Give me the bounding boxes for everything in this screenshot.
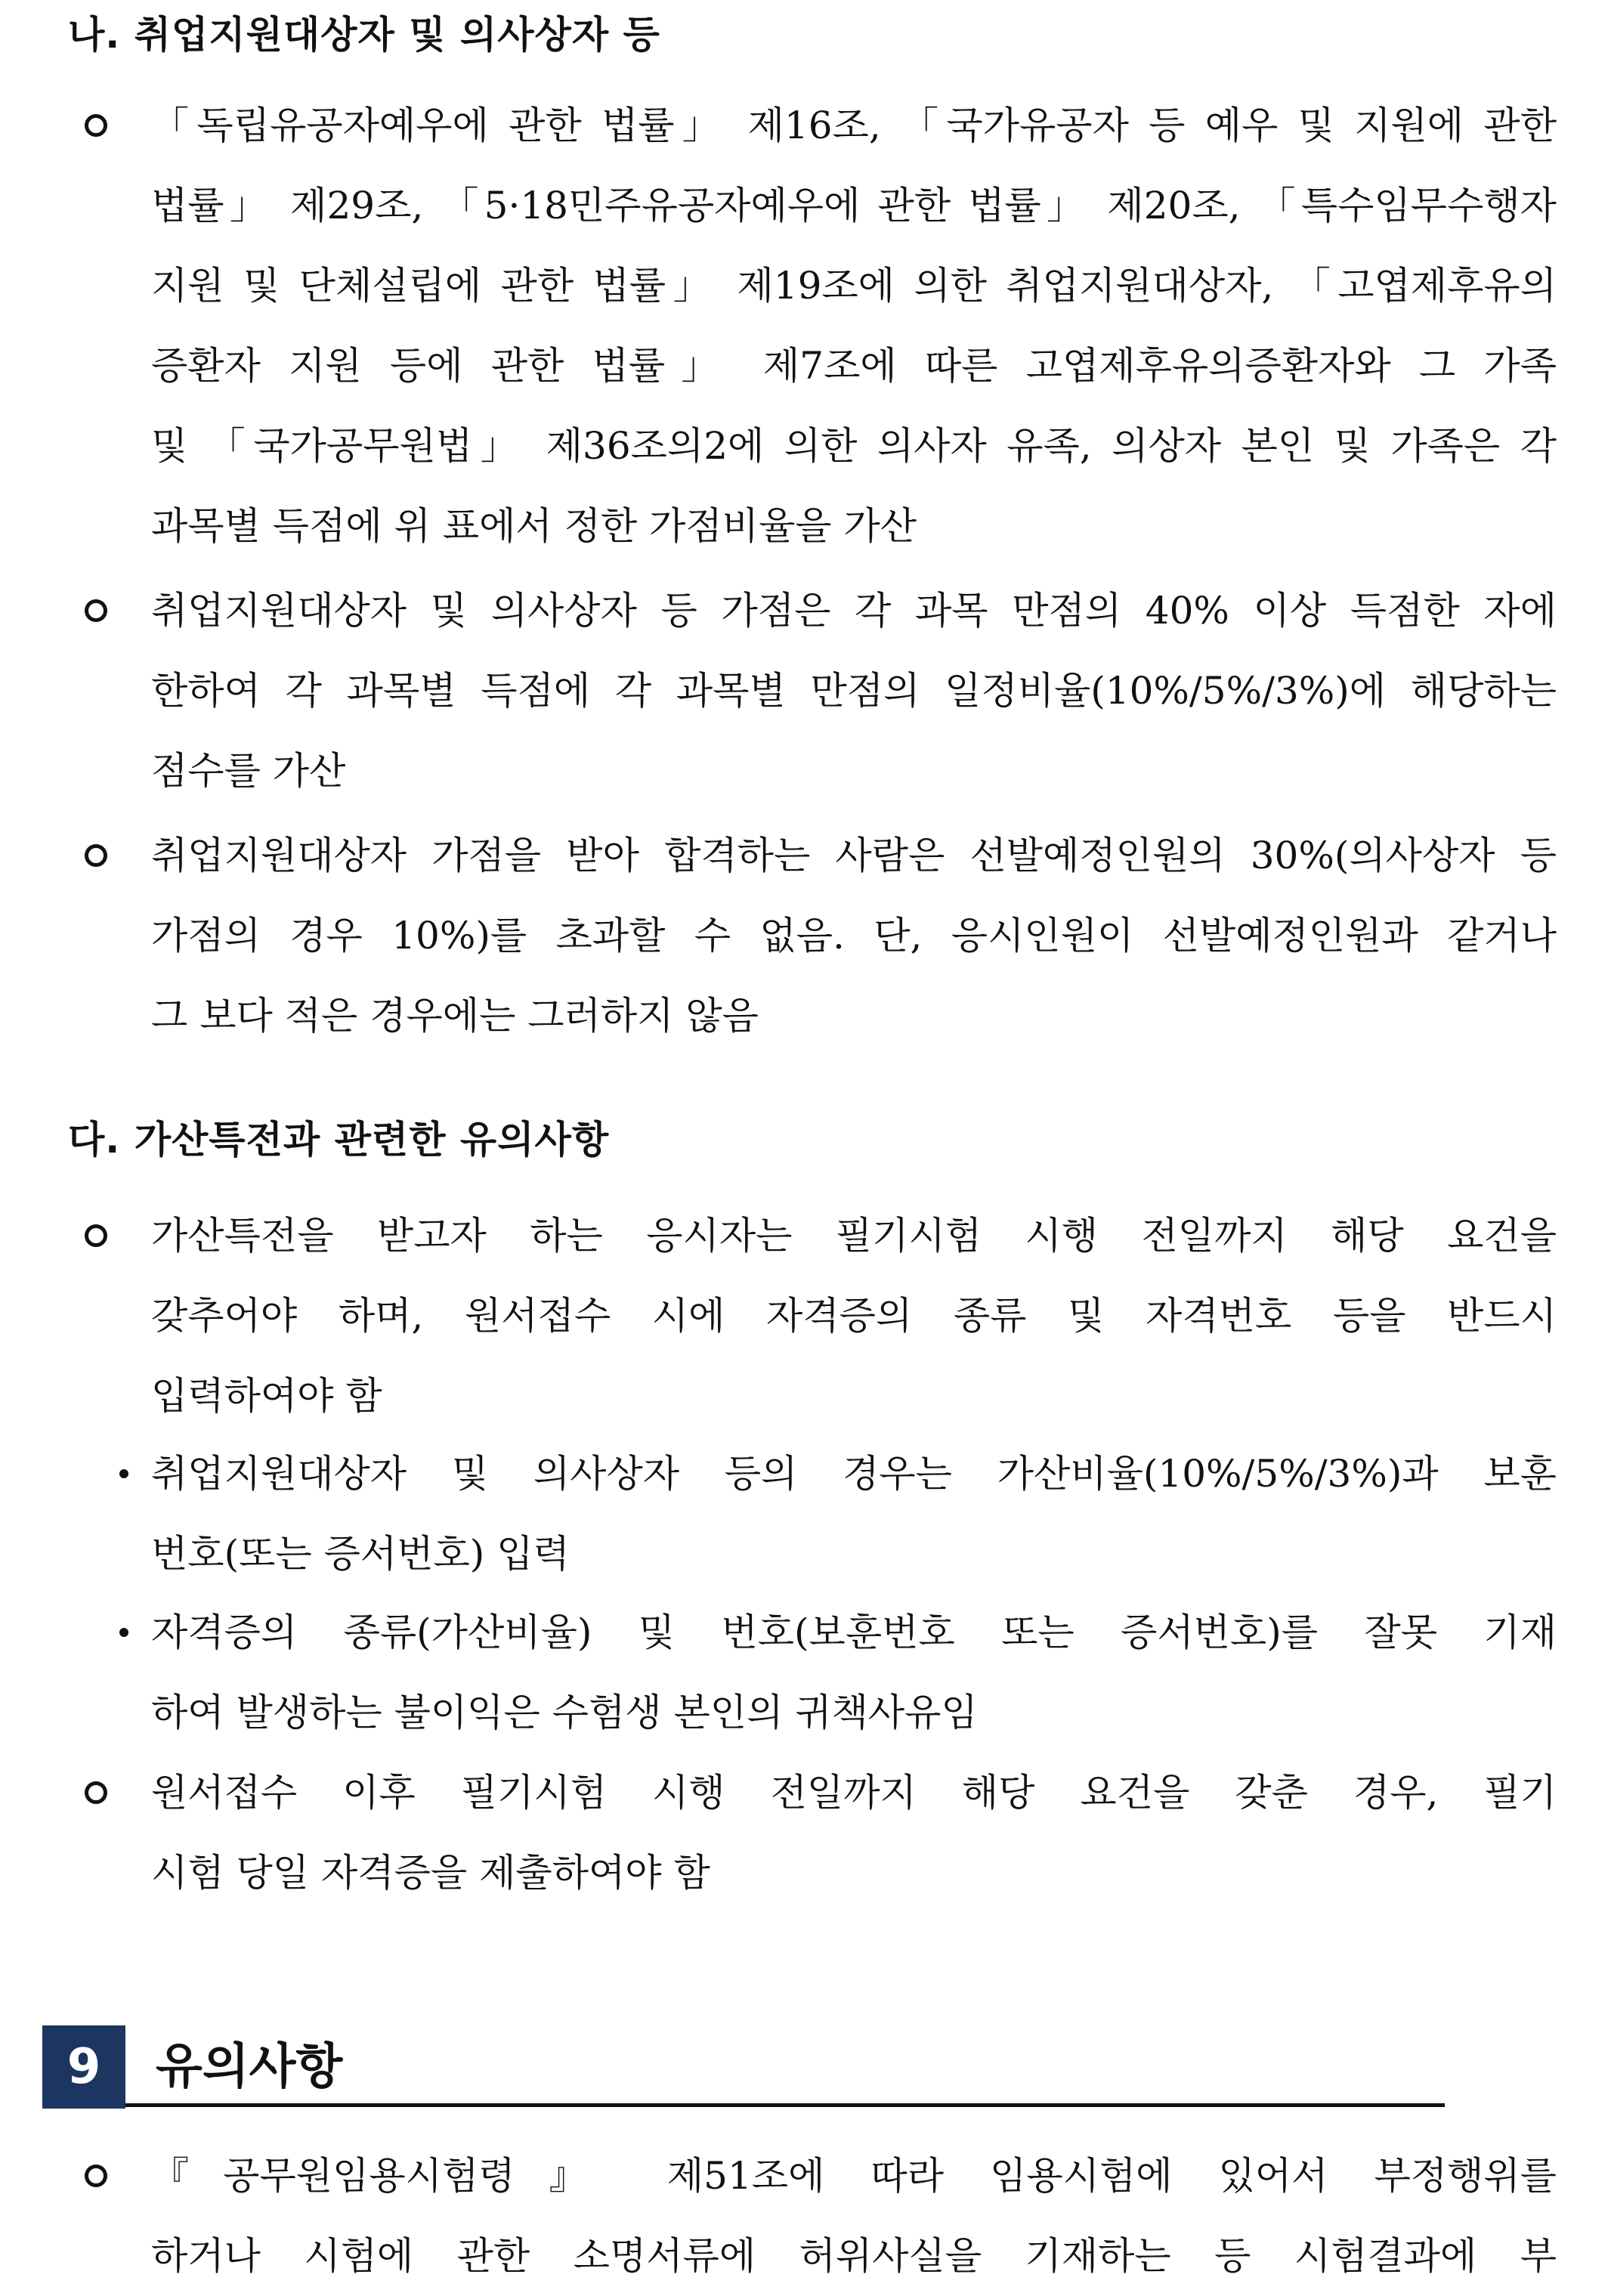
circle-bullet-icon [85,2164,107,2187]
text-line: 원서접수 이후 필기시험 시행 전일까지 해당 요건을 갖춘 경우, 필기 [151,1771,1557,1815]
text-line: 시험 당일 자격증을 제출하여야 함 [151,1851,710,1895]
text-line: 취업지원대상자 및 의사상자 등 가점은 각 과목 만점의 40% 이상 득점한 자에 [151,589,1557,633]
text-line: 자격증의 종류(가산비율) 및 번호(보훈번호 또는 증서번호)를 잘못 기재 [151,1611,1557,1654]
text-line: 입력하여야 함 [151,1374,382,1418]
paragraph-na-1 [151,85,1557,566]
text-line: 및 「국가공무원법」 제36조의2에 의한 의사자 유족, 의상자 본인 및 가족은 각 [151,424,1557,468]
paragraph-da-4 [151,1753,1557,1913]
paragraph-na-2 [151,571,1557,811]
circle-bullet-icon [85,1781,107,1804]
paragraph-da-1 [151,1196,1557,1436]
text-line: 「독립유공자예우에 관한 법률」 제16조, 「국가유공자 등 예우 및 지원에 관한 [151,104,1557,147]
text-line: 갖추어야 하며, 원서접수 시에 자격증의 종류 및 자격번호 등을 반드시 [151,1294,1557,1338]
subsection-heading-da: 다. 가산특전과 관련한 유의사항 [68,1118,610,1162]
text-line: 가점의 경우 10%)를 초과할 수 없음. 단, 응시인원이 선발예정인원과 같거나 [151,914,1557,958]
dot-bullet-icon [119,1469,128,1478]
circle-bullet-icon [85,599,107,622]
text-line: 가산특전을 받고자 하는 응시자는 필기시험 시행 전일까지 해당 요건을 [151,1214,1557,1258]
text-line: 취업지원대상자 가점을 받아 합격하는 사람은 선발예정인원의 30%(의사상자 등 [151,834,1557,877]
text-line: 번호(또는 증서번호) 입력 [151,1532,570,1576]
text-line: 하여 발생하는 불이익은 수험생 본인의 귀책사유임 [151,1691,978,1734]
text-line: 지원 및 단체설립에 관한 법률」 제19조에 의한 취업지원대상자, 「고엽제후유의 [151,264,1557,308]
subsection-heading-na: 나. 취업지원대상자 및 의사상자 등 [68,13,660,57]
dot-bullet-icon [119,1628,128,1637]
text-line: 과목별 득점에 위 표에서 정한 가점비율을 가산 [151,504,917,548]
paragraph-9-1 [151,2136,1557,2296]
text-line: 증환자 지원 등에 관한 법률」 제7조에 따른 고엽제후유의증환자와 그 가족 [151,344,1557,388]
paragraph-da-2 [151,1434,1557,1594]
text-line: 그 보다 적은 경우에는 그러하지 않음 [151,994,759,1038]
section-divider-accent [42,2103,125,2107]
section-number-badge: 9 [42,2025,125,2109]
paragraph-na-3 [151,815,1557,1056]
circle-bullet-icon [85,1224,107,1247]
text-line: 『공무원임용시험령』 제51조에 따라 임용시험에 있어서 부정행위를 [151,2154,1557,2198]
text-line: 점수를 가산 [151,749,346,793]
section-title: 유의사항 [156,2039,343,2095]
text-line: 법률」 제29조, 「5·18민주유공자예우에 관한 법률」 제20조, 「특수임무수행자 [151,184,1557,227]
text-line: 취업지원대상자 및 의사상자 등의 경우는 가산비율(10%/5%/3%)과 보훈 [151,1452,1557,1496]
section-divider [42,2103,1445,2107]
circle-bullet-icon [85,114,107,137]
paragraph-da-3 [151,1592,1557,1753]
circle-bullet-icon [85,844,107,867]
text-line: 하거나 시험에 관한 소명서류에 허위사실을 기재하는 등 시험결과에 부 [151,2234,1557,2278]
text-line: 한하여 각 과목별 득점에 각 과목별 만점의 일정비율(10%/5%/3%)에 해당하는 [151,669,1557,713]
